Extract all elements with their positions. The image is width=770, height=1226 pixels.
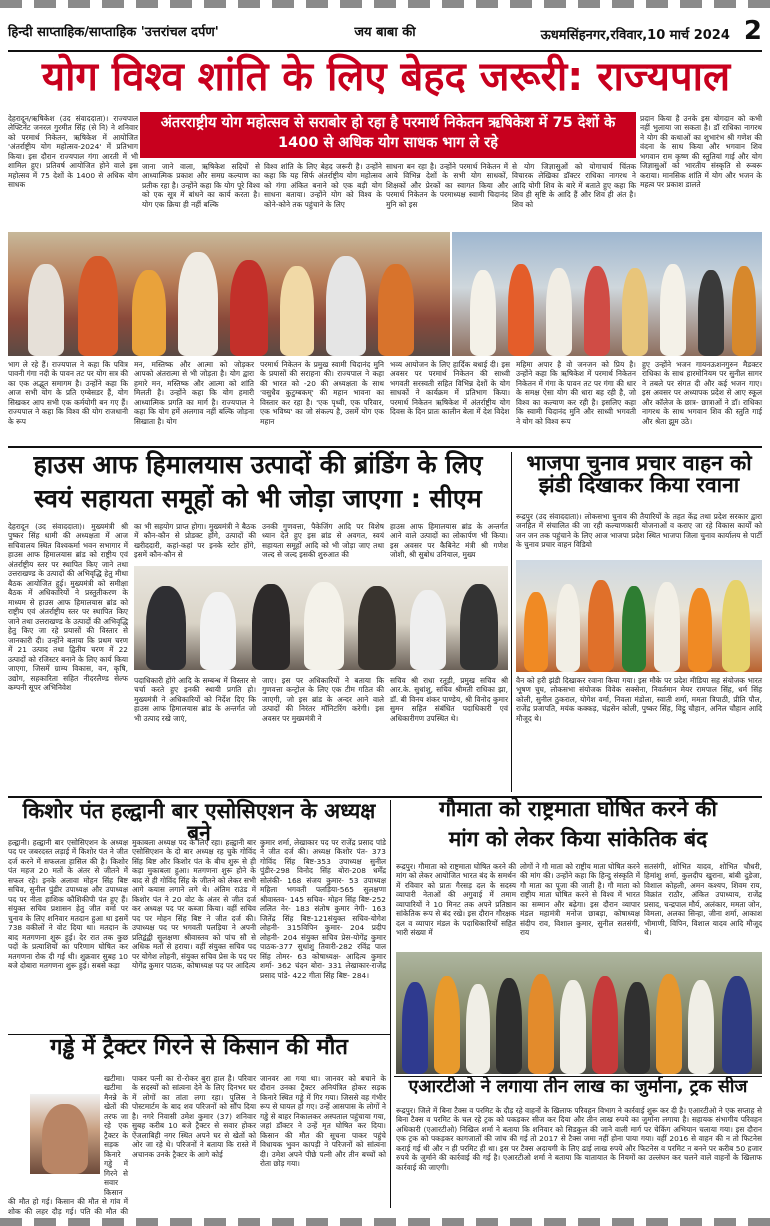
story7-headline: एआरटीओ ने लगाया तीन लाख का जुर्माना, ट्रक सीज	[408, 1077, 748, 1097]
story5-col1: रूद्रपुर। गौमाता को राष्ट्रमाता घोषित करने की मांग को लेकर आयोजित भारत बंद के समर्थन में रविवार को प्रातः गैरसड़ दल के सदस्य व्यापारी नेताओं की अगुवाई में तमाम व्यापारियों ने 10 मिनट तक अपने प्रतिष्ठान सांकेतिक रूप से बंद रखे। इस दौरान गौरक्षक दल व व्यापार मंडल के पदाधिकारियों सहित भारी संख्या में	[396, 862, 517, 938]
story2-headline-line1: हाउस आफ हिमालयास उत्पादों की ब्रांडिंग के लिए	[33, 450, 483, 479]
story1-col6: प्रदान किया है उनके इस योगदान को कभी नहीं भुलाया जा सकता है। डॉ राधिका नागरथ ने योग की कथाओं का शुभारंभ श्री गणेश की वंदना के साथ किया और भगवान शिव भगवान राम कृष्ण की स्तुतियां गाई और योग जिज्ञासुओं को भारतीय संस्कृति से रूबरू कराया। मानसिक शांति में योग और भजन के महत्व पर प्रकाश डालते	[640, 114, 762, 190]
story7-body: रूद्रपुर। जिले में बिना टैक्स व परमिट के दौड़ रहे वाहनों के खिलाफ परिवहन विभाग ने कार्रवाई शुरू कर दी है। एआरटीओ ने एक सप्ताह से बिना टैक्स व परमिट के चल रहे ट्रक को पकड़कर सीज कर दिया और तीन लाख रुपये का जुर्माना लगाया है। सहायक संभागीय परिवहन अधिकारी (एआरटीओ) निखिल शर्मा ने बताया कि शनिवार को सिडकुल की जाने वाली मार्ग पर चेकिंग अभियान चलाया गया। इस दौरान एक ट्रक को पकड़कर कागजातों की जांच की गई तो 2017 से टैक्स जमा नहीं होना पाया गया। वहीं 2016 से वाहन की न तो फिटनेस कराई गई थी और न ही परमिट ही था। इस पर टैक्स अदायगी के लिए ढाई लाख रुपये और फिटनेस व परमिट न बनने पर करीब 50 हजार रुपये के जुर्माने की कार्रवाई की गई है। एआरटीओ शर्मा ने बताया कि यातायात के नियमों का उल्लंघन कर चलने वाले वाहनों के खिलाफ कार्रवाई की जाएगी।	[396, 1106, 762, 1172]
story1-below5: महिमा अपार है वो जनजन को प्रिय है। उन्होंने कहा कि ऋषिकेश में परमार्थ निकेतन निकेतन में गंगा के पावन तट पर गंगा की धार के समक्ष ऐसा योग की धारा बह रही है, जो विश्व का कल्याण कर रही है। इसलिए कहा कि स्वामी चिदानंद मुनि और साध्वी भगवती ने योग को विश्व रूप	[516, 360, 636, 426]
bottom-stripe	[0, 1218, 770, 1226]
story4-col1: हल्द्वानी। हल्द्वानी बार एसोसिएशन के अध्यक्ष पद पर जबरदस्त लड़ाई में किशोर पंत ने जीत दर्ज करने में सफलता हासिल की है। किशोर पंत महज 20 मतों के अंतर से जीतने में सफल रहे। इनके अलावा मोहन सिंह बिष्ट सचिव, सुनील पुंडीर उपाध्यक्ष और उपाध्यक्ष पद पर नीता हाशिक कौशिकीपी पंत हुए हैं। संयुक्त सचिव प्रशासन हेतु जीत वर्मा पर चुनाव के लिए शनिवार मतदान हुआ था इसमें 738 वकीलों ने वोट दिया था। मतदान के बाद मतगणना शुरू हुई। देर रात तक कुछ पदों के प्रत्याशियों का परिणाम घोषित कर मतगणना रोक दी गई थी। शुक्रवार सुबह 10 बजे दोबारा मतगणना शुरू हुई। सबसे कड़ा	[8, 838, 128, 971]
story2-col2: का भी सहयोग प्राप्त होगा। मुख्यमंत्री ने बैठक में कौन-कौन से प्रोडक्ट होंगे, उत्पादों की खरीददारी, कहां-कहां पर इनके स्टोर होंगे, इसमें कौन-कौन से	[134, 522, 256, 560]
story2-col4b: सचिव श्री राधा रतूड़ी, प्रमुख सचिव श्री आर.के. सुधांशु, सचिव श्रीमती राधिका झा, डॉ. बी विनय शंकर पाण्डेय, श्री विनोद कुमार सुमन सहित संबंधित पदाधिकारी एवं अधिकारीगण उपस्थित थे।	[390, 676, 508, 723]
story1-below2: मन, मस्तिष्क और आत्मा को जोड़कर आपको अंतरात्मा से भी जोड़ता है। योग द्वारा हमारे मन, मस्तिष्क और आत्मा को शांति मिलती है। उन्होंने कहा कि योग हमारी आध्यात्मिक प्रगति का मार्ग है। राज्यपाल ने कहा कि योग हमें अलगाव नहीं बल्कि जोड़ना सिखाता है। योग	[134, 360, 254, 426]
masthead-motto: जय बाबा की	[354, 25, 416, 40]
section-divider	[8, 446, 762, 448]
story6-col2: पाकर पत्नी का रो-रोकर बुरा हाल है। परिवार के सदस्यों को सांत्वना देने के लिए दिनभर घर में लोगों का तांता लगा रहा। पुलिस ने पोस्टमार्टम के बाद शव परिजनों को सौंप दिया है। नगरे निवासी उमेश कुमार (37) शनिवार सुबह करीब 10 बजे ट्रैक्टर से सवार होकर ऐंजलाबिही नगर स्थित अपने घर से खेतों को ओर जा रहे थे। परिजनों ने बताया कि रास्ते में अचानक उनके ट्रैक्टर के आगे कोई	[132, 1074, 256, 1159]
story1-below1: भाग ले रहे हैं। राज्यपाल ने कहा कि पवित्र पावनी गंगा नदी के पावन तट पर योग सत्र की का एक अद्भुत समागम है। उन्होंने कहा कि आज सभी योग के प्रति एम्बेसडर हैं, योग सिखकर आप सभी एक कर्मयोगी बन गए हैं। राज्यपाल ने कहा कि विश्व की योग राजधानी के रूप	[8, 360, 128, 426]
masthead-paper-name: हिन्दी साप्ताहिक/साप्ताहिक 'उत्तरांचल दर्पण'	[8, 25, 219, 40]
story4-col2: मुकाबला अध्यक्ष पद के लिए रहा। हल्द्वानी बार एसोसिएशन के दो बार अध्यक्ष रह चुके गोविंद सिंह बिष्ट और किशोर पंत के बीच शुरू से ही कड़ा मुकाबला हुआ। मतगणना शुरू होने के बाद से ही गोविंद सिंह के जीतने को लेकर सभी आगे कयास लगाने लगे थे। अंतिम राउंड में किशोर पंत ने 20 वोट के अंतर से जीत दर्ज कर अध्यक्ष पद पर कब्जा किया। वहीं सचिव पद पर मोहन सिंह बिष्ट ने जीत दर्ज की। उपाध्यक्ष पद पर भगवती पलड़िया ने अपनी प्रतिद्वंद्वी सुलक्षणा श्रीवास्तव को पांच सौ से अधिक मतों से हराया। वहीं संयुक्त सचिव पद पर योगेश लोहनी, संयुक्त सचिव प्रेस के पद पर योगेंद्र कुमार पाठक, कोषाध्यक्ष पद पर आदित्य	[132, 838, 257, 971]
story1-below6: हुए उन्होंने भजन गायनऊशनगुरुन मैडक्टर राधिका के साथ हारमोनियम पर सुनील सागर ने तबले पर संगत दी और कई भजन गाए। इस अवसर पर अध्यापक प्रदेश से आए स्कूल और कॉलेज के छात्र- छात्राओं ने डॉ। राधिका नागरथ के साथ भगवान शिव की स्तुति गाई और श्रेता झूम उठे।	[642, 360, 762, 426]
story1-col4: साधना बन रहा है। उन्होंने परमार्थ निकेतन में आये विभिन्न देशों के सभी योग साधकों, शिक्षकों और प्रेरकों का स्वागत किया और परमार्थ निकेतन के परमाध्यक्ष स्वामी चिदानंद मुनि को इस	[386, 162, 508, 209]
top-stripe	[0, 0, 770, 8]
story6-col1: खटीमा। खटीमा मैनन्ने के खेतों की तरफ जा रहे एक ट्रैक्टर के सड़क किनारे गड्ढे में गिरने से सवार किसान की मौत हो गई। किसान की मौत से गांव में शोक की लहर दौड़ गई। पति की मौत की	[8, 1074, 128, 1216]
story3-headline: भाजपा चुनाव प्रचार वाहन को झंडी दिखाकर किया रवाना	[526, 451, 752, 498]
story2-col1: देहरादून (उद संवाददाता)। मुख्यमंत्री श्री पुष्कर सिंह धामी की अध्यक्षता में आज सचिवालय स्थित विश्वकर्मा भवन सभागार में हाउस आफ हिमालयास ब्रांड को राष्ट्रीय एवं अंतर्राष्ट्रीय स्तर पर स्थापित किए जाने तथा उत्तराखण्ड के उत्पादों की अभिवृद्धि हेतु मीथा बैठक आयोजित हुई। मुख्यमंत्री को समीक्षा बैठक में अधिकारियों ने प्रस्तुतीकरण के माध्यम से हाउस आफ हिमालयास ब्रांड को राष्ट्रीय एवं अंतर्राष्ट्रीय स्तर पर स्थापित किए जाने तथा उत्तराखण्ड के उत्पादों की अभिवृद्धि हेतु किए जा रहे प्रयासों की विस्तार से जानकारी दी। उन्होंने बताया कि प्रथम चरण में 21 उत्पाद तथा द्वितीय चरण में 22 उत्पादों को रजिस्टर बनाने के लिए कार्य किया जाएगा, जिसमें ग्राम्य विकास, वन, कृषि, उद्योग, सहकारिता सहित नीदरलैण्ड सेल्फ कम्पनी सूपर अभिनिवेश	[8, 522, 128, 692]
story2-col4: हाउस आफ हिमालयास ब्रांड के अन्तर्गत आने वाले उत्पादों का लोकार्पण भी किया। इस अवसर पर कैबिनेट मंत्री श्री गणेश जोशी, श्री सुबोध उनियाल, मुख्य	[390, 522, 508, 560]
cow-protest-photo	[396, 952, 762, 1074]
yoga-festival-photo-1	[8, 232, 450, 356]
story6-headline: गड्ढे में ट्रैक्टर गिरने से किसान की मौत	[50, 1035, 348, 1060]
story4-col3: कुमार शर्मा, लेखाकार पद पर राजेंद्र प्रसाद पांडे ने जीत दर्ज की। अध्यक्ष किशोर पंत- 373 गोविंद सिंह बिष्ट-353 उपाध्यक्ष सुनील पुंडीर-298 विनोद सिंह बोरा-208 धर्मेंद्र सोलंकी- 168 संजय कुमार- 53 उपाध्यक्ष महिला भगवती पलड़िया-565 सुलक्षणा श्रीवास्तव- 145 सचिव- मोहन सिंह बिष्ट-252 ललित नेर- 183 संतोष कुमार नेगी- 163 जितेंद्र सिंह बिष्ट-121संयुक्त सचिव-योगेश लोहनी- 315विपिन कुमार- 204 प्रदीप लोहनी- 204 संयुक्त सचिव प्रेस-योगेंद्र कुमार पाठक-377 सुधांशु तिवारी-282 रविंद्र पाल सिंह तोमर- 63 कोषाध्यक्ष- आदित्य कुमार शर्मा- 362 चंदन बोरा- 331 लेखाकार-राजेंद्र प्रसाद पांडे- 422 गीता सिंह बिष्ट- 284।	[260, 838, 386, 980]
story3-body2: वैन को हरी झंडी दिखाकर रवाना किया गया। इस मौके पर प्रदेश मीडिया सह संयोजक भारत भूषण चुघ, लोकसभा संयोजक विवेक सक्सेना, निवर्तमान मेयर रामपाल सिंह, धर्म सिंह कोली, सुनील ठुकराल, योगेश वर्मा, निवला मंडोला, स्वाती शर्मा, ममता त्रिपाठी, प्रीति पौल, राजेंद्र प्रजापति, मयंक कक्कड़, चंद्रसेन कोली, पुष्कर सिंह, विट्ठू चौहान, अनिल चौहान आदि मौजूद थे।	[516, 676, 762, 723]
story1-col5: से योग जिज्ञासुओं को योगाचार्य चिंतक विचारक लेखिका डॉक्टर राधिका नागरथ ने आदि योगी शिव के बारे में बताते हुए कहा कि शिव ही सृष्टि के आदि हैं और शिव ही अंत है। शिव को	[512, 162, 636, 209]
story1-col2: जाना जाने वाला, ऋषिकेश सदियों से आध्यात्मिक प्रकाश और समग्र कल्याण का प्रतीक रहा है। उन्होंने कहा कि योग पूरे विश्व को एक सूत्र में बांधने का कार्य करता है। योग एक क्रिया ही नहीं बल्कि	[142, 162, 260, 209]
story2-col2b: पदाधिकारी होंगे आदि के सम्बन्ध में विस्तार से चर्चा करते हुए इनकी स्थायी प्रगति हो। मुख्यमंत्री ने अधिकारियों को निर्देश दिए कि हाउस आफ हिमालयास ब्रांड के अन्तर्गत जो भी उत्पाद रखे जाएं,	[134, 676, 256, 723]
story1-lead: देहरादून/ऋषिकेश (उद संवाददाता)। राज्यपाल लेफ्टिनेंट जनरल गुरमीत सिंह (से नि) ने शनिवार को परमार्थ निकेतन, ऋषिकेश में आयोजित 'अंतर्राष्ट्रीय योग महोत्सव-2024' में प्रतिभाग किया। इस दौरान राज्यपाल गंगा आरती में भी शामिल हुए। प्रतिवर्ष आयोजित होने वाले इस महोत्सव में 75 देशों के 1400 से अधिक योग साधक	[8, 114, 138, 190]
cm-meeting-photo	[134, 566, 508, 670]
story1-headline: योग विश्व शांति के लिए बेहद जरूरी: राज्यपाल	[41, 54, 731, 100]
story1-below4: भव्य आयोजन के लिए हार्दिक बधाई दी। इस अवसर पर परमार्थ निकेतन की साध्वी भगवती सरस्वती सहित विभिन्न देशों के योग साधकों ने कार्यक्रम में प्रतिभाग किया। परमार्थ निकेतन ऋषिकेश में अंतर्राष्ट्रीय योग दिवस के दिन प्रातः कालीन बेला में देश विदेश	[390, 360, 510, 417]
story3-body: रूद्रपुर (उद संवाददाता)। लोकसभा चुनाव की तैयारियों के तहत केंद्र तथा प्रदेश सरकार द्वारा जनहित में संचालित की जा रही कल्याणकारी योजनाओं व कराए जा रहे विकास कार्यों को जन जन तक पहुंचाने के लिए आज भाजपा प्रदेश स्थित भाजपा जिला चुनाव कार्यालय से पार्टी के चुनाव प्रचार वाहन विडियो	[516, 512, 762, 550]
masthead-dateline: ऊधमसिंहनगर,रविवार,10 मार्च 2024 2	[540, 16, 762, 46]
story1-below3: परमार्थ निकेतन के प्रमुख स्वामी चिदानंद मुनि के प्रयासों की सराहना की। राज्यपाल ने कहा की भारत को -20 की अध्यक्षता के साथ 'वसुधैव कुटुम्बकम्' की महान भावना का विस्तार कर रहा है। 'एक पृथ्वी, एक परिवार, एक भविष्य' का जो संकल्प है, उसमें योग एक महान	[260, 360, 384, 426]
story4-headline: किशोर पंत हल्द्वानी बार एसोसिएशन के अध्यक्ष बने	[22, 799, 376, 846]
column-divider	[511, 452, 512, 792]
story2-col3: उनकी गुणवत्ता, पैकेजिंग आदि पर विशेष ध्यान देते हुए इस ब्रांड से अवगत, स्वयं सहायता समूहों आदि को भी जोड़ा जाए तथा जल्द से जल्द इसकी शुरुआत की	[262, 522, 384, 560]
yoga-festival-photo-2	[452, 232, 762, 356]
story5-col3: सतसंगी, शोभित यादव, शोभित चौधरी, हिमांशु शर्मा, कुलदीप खुराना, बांबी दुडेजा, विशाल कोहली, अमन कश्यप, शिवम राय, विक्रांत राठौर, अंकित उपाध्याय, राजेंद्र प्रसाद, चन्द्रपाल मौर्य, अलंकार, ममता जोन, विमला, अलका सिन्हा, जीना शर्मा, आकाश भीमाणी, विपिन, विशाल यादव आदि मौजूद थे।	[644, 862, 762, 938]
column-divider-2	[390, 800, 391, 1208]
story5-col2: लोगों ने गौ माता को राष्ट्रीय माता घोषित करने की मांग की। उन्होंने कहा कि हिन्दु संस्कृति में गौ माता का पूजा की जाती है। गौ माता को राष्ट्रीय माता घोषित करने से विश्व में भारत का सम्मान और बढ़ेगा। इस दौरान व्यापार मंडल महामंत्री मनोज छाबड़ा, कोषाध्यक्ष संदीप राव, विशाल कुमार, सुनील सतसंगी, राय	[520, 862, 640, 938]
story1-banner: अंतरराष्ट्रीय योग महोत्सव से सराबोर हो रहा है परमार्थ निकेतन ऋषिकेश में 75 देशों के 1400 से अधिक योग साधक भाग ले रहे	[140, 112, 636, 158]
story2-col3b: जाए। इस पर अधिकारियों ने बताया कि गुणवत्ता कन्ट्रोल के लिए एक टीम गठित की जाएगी, जो इस ब्रांड के अन्दर आने वाले उत्पादों की निरंतर मॉनिटरिंग करेगी। इस अवसर पर मुख्यमंत्री ने	[262, 676, 384, 723]
story5-headline-line1: गौमाता को राष्ट्रमाता घोषित करने की	[439, 797, 717, 821]
masthead	[8, 12, 762, 52]
bjp-campaign-van-photo	[516, 560, 762, 672]
page-number: 2	[743, 16, 762, 46]
story6-col3: जानवर आ गया था। जानवर को बचाने के दौरान उनका ट्रैक्टर अनियंत्रित होकर सड़क किनारे स्थित गड्ढे में गिर गया। जिससे वह गंभीर रूप से घायल हो गए। उन्हें आसपास के लोगों ने गड्ढे से बाहर निकालकर अस्पताल पहुंचाया गया, जहां डॉक्टर ने उन्हें मृत घोषित कर दिया। किसान की मौत की सूचना पाकर पहुंचे विधायक भुवन कापड़ी ने परिजनों को सांत्वना दी। उमेश अपने पीछे पत्नी और तीन बच्चों को रोता छोड़ गया।	[260, 1074, 386, 1169]
story5-headline-line2: मांग को लेकर किया सांकेतिक बंद	[448, 827, 708, 851]
story1-col3: विश्व शांति के लिए बेहद जरूरी है। उन्होंने कहा कि यह सिर्फ अंतर्राष्ट्रीय योग महोत्सव को गंगा अंकित बनाने को एक बड़ी योग साधना बताया। उन्होंने योग को विश्व के कोने-कोने तक पहुंचाने के लिए	[264, 162, 382, 209]
story2-headline-line2: स्वयं सहायता समूहों को भी जोड़ा जाएगा : सीएम	[34, 484, 482, 513]
